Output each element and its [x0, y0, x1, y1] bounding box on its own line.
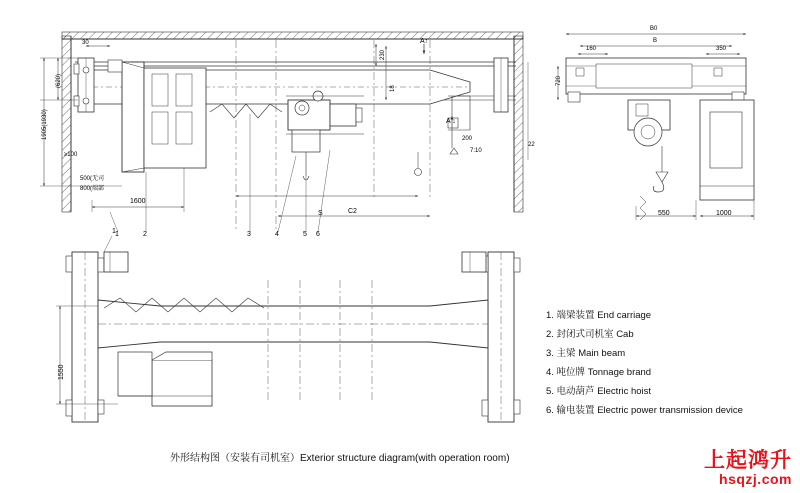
dim-30: 30 [82, 40, 89, 46]
callout-top-3: 3 [247, 231, 251, 238]
dim-b: B [653, 38, 658, 44]
legend-list [546, 306, 796, 420]
brand-name: 上起鸿升 [704, 448, 792, 472]
dim-1000: 1000 [716, 210, 732, 217]
legend-item-3: 3. 主梁 Main beam [546, 348, 626, 359]
legend-item-5: 5. 电动葫芦 Electric hoist [546, 386, 652, 397]
figure-caption: 外形结构图（安装有司机室）Exterior structure diagram(with operation room) [170, 453, 510, 464]
legend-item-6: 6. 输电装置 Electric power transmission device [546, 405, 743, 416]
callout-top-2: 2 [143, 231, 147, 238]
front-view-group [56, 236, 520, 422]
note-500: 500(无司 [80, 176, 105, 182]
dim-s: S [318, 210, 323, 217]
legend-item-4: 4. 吨位牌 Tonnage brand [546, 367, 652, 378]
section-a-top: A↑ [420, 38, 429, 45]
callout-front-1: 1 [112, 228, 116, 235]
legend-item-1: 1. 端梁装置 End carriage [546, 310, 652, 321]
dim-c2: C2 [348, 208, 357, 215]
dim-1600: 1600 [130, 198, 146, 205]
side-view-group [558, 34, 754, 220]
dim-22: 22 [528, 142, 535, 148]
dim-18: 18 [390, 85, 396, 92]
dim-b0: B0 [650, 26, 658, 32]
section-a-mid: A ↓ [446, 118, 456, 125]
dim-1550: 1550 [58, 364, 65, 380]
dim-550: 550 [658, 210, 670, 217]
dim-710: 7:10 [470, 148, 482, 154]
note-800: 800(端部 [80, 186, 105, 192]
watermark [704, 449, 792, 487]
callout-top-1: 1 [115, 231, 119, 238]
callout-top-4: 4 [275, 231, 279, 238]
dim-720: 720 [556, 75, 562, 86]
dim-clearance: ≥100 [64, 152, 78, 158]
top-view-group [40, 32, 532, 232]
dim-620: (620) [56, 73, 62, 88]
dim-200: 200 [462, 136, 473, 142]
callout-top-6: 6 [316, 231, 320, 238]
dim-1905: 1905(1930) [42, 109, 48, 140]
legend-item-2: 2. 封闭式司机室 Cab [546, 329, 634, 340]
brand-url: hsqzj.com [719, 471, 792, 487]
dim-230: 230 [380, 49, 386, 60]
dim-160: 160 [586, 46, 597, 52]
callout-top-5: 5 [303, 231, 307, 238]
dim-350: 350 [716, 46, 727, 52]
